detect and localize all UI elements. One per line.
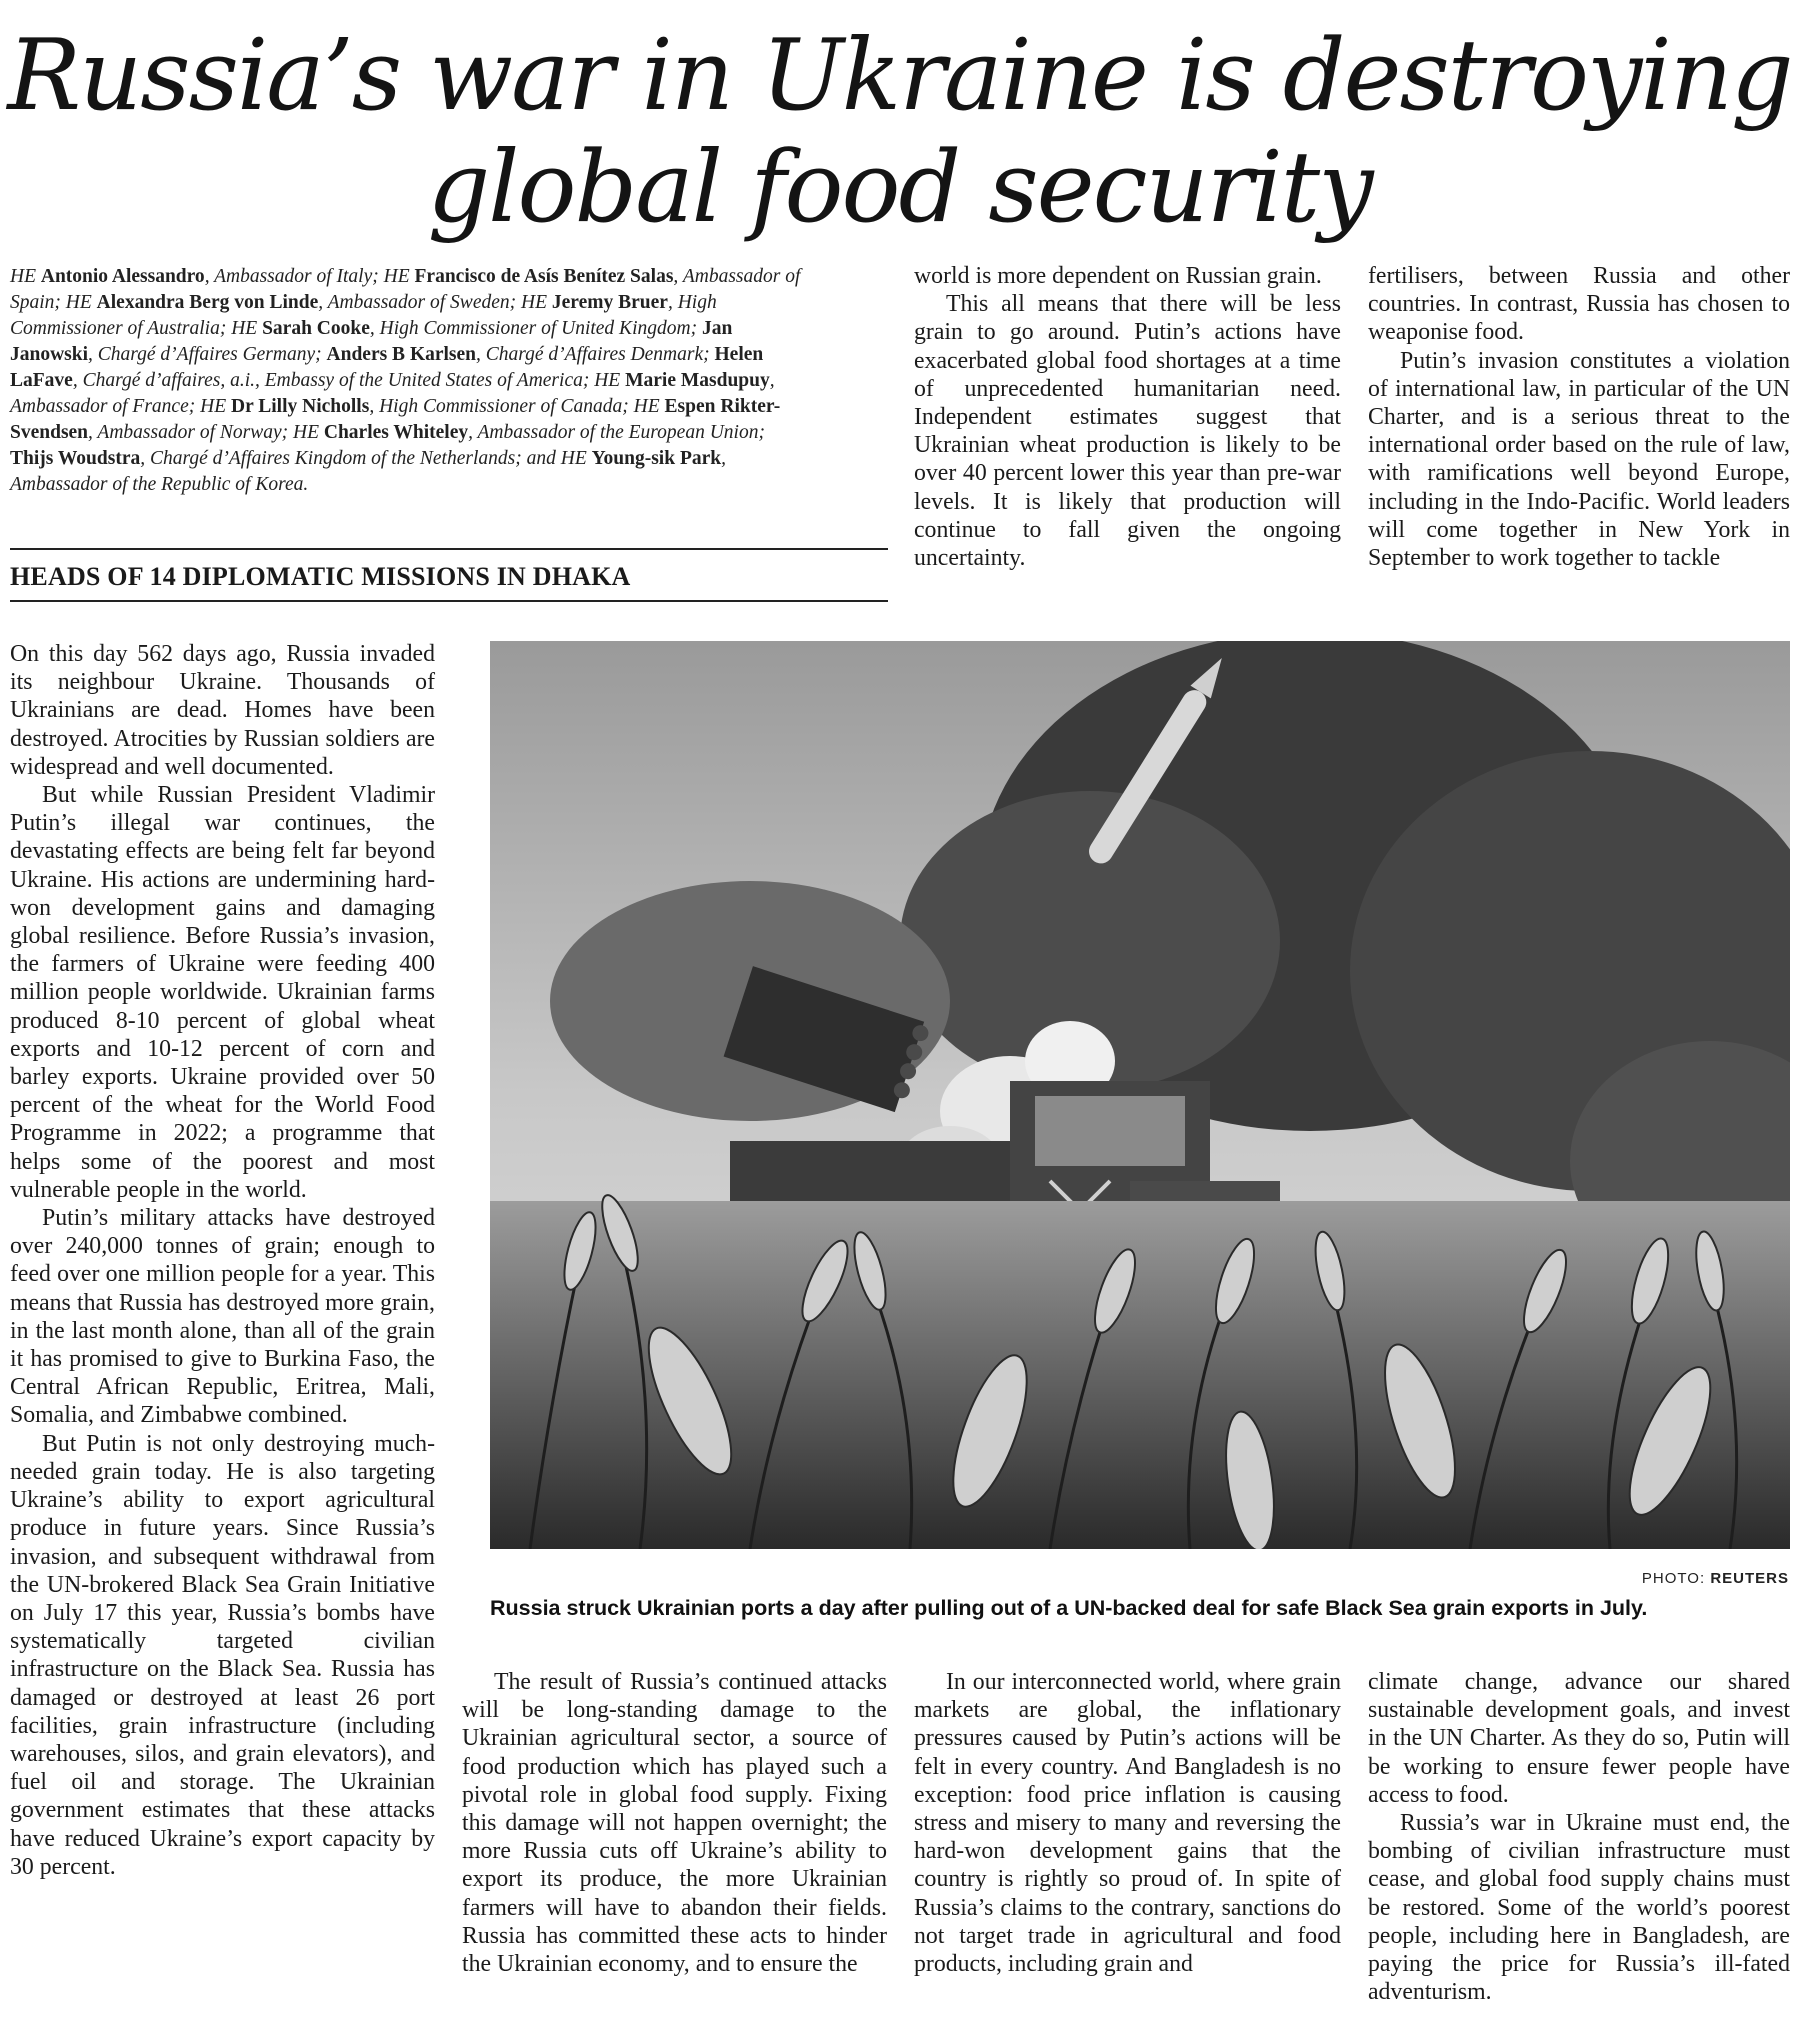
byline-name: Jan Janowski	[10, 318, 733, 365]
headline-line-2: global food security	[427, 131, 1372, 245]
byline-prefix: HE	[633, 396, 665, 417]
kicker-bottom-rule	[10, 600, 888, 602]
byline-name: Young-sik Park	[591, 448, 722, 469]
byline-role: , High Commissioner of United Kingdom;	[369, 318, 702, 339]
byline-role: , Ambassador of Norway;	[88, 422, 293, 443]
kicker-top-rule	[10, 548, 888, 550]
byline-prefix: HE	[560, 448, 592, 469]
paragraph: This all means that there will be less grain to go around. Putin’s actions have exacerbated global food shortages at a time of unprecedented humanitarian need. Independent estimates suggest that Ukrainian wheat production is likely to be over 40 percent lower this year than pre-war levels. It is likely that production will continue to fall given the ongoing uncertainty.	[914, 291, 1341, 572]
article-column-3	[914, 1668, 1341, 1978]
byline-role: , Chargé d’affaires, a.i., Embassy of the United States of America;	[72, 370, 595, 391]
photo-credit	[1642, 1570, 1789, 1587]
byline-name: Jeremy Bruer	[551, 292, 668, 313]
article-column-4-top	[1368, 262, 1790, 572]
article-column-2	[462, 1668, 887, 1978]
byline-prefix: HE	[521, 292, 552, 313]
author-kicker: HEADS OF 14 DIPLOMATIC MISSIONS IN DHAKA	[10, 562, 631, 591]
paragraph: Putin’s military attacks have destroyed over 240,000 tonnes of grain; enough to feed over one million people for a year. This means that Russia has destroyed more grain, in the last month alone, than all of the grain it has promised to give to Burkina Faso, the Central African Republic, Eritrea, Mali, Somalia, and Zimbabwe combined.	[10, 1205, 435, 1429]
news-photo	[490, 641, 1790, 1549]
byline-name: Antonio Alessandro	[40, 266, 205, 287]
byline-prefix: HE	[200, 396, 231, 417]
paragraph: But while Russian President Vladimir Putin’s illegal war continues, the devastating effects are being felt far beyond Ukraine. His actions are undermining hard-won development gains and damaging global resilience. Before Russia’s invasion, the farmers of Ukraine were feeding 400 million people worldwide. Ukrainian farms produced 8-10 percent of global wheat exports and 10-12 percent of corn and barley exports. Ukraine provided over 50 percent of the wheat for the World Food Programme in 2022; a programme that helps some of the poorest and most vulnerable people in the world.	[10, 782, 435, 1203]
byline-name: Anders B Karlsen	[326, 344, 477, 365]
photo-caption: Russia struck Ukrainian ports a day after pulling out of a UN-backed deal for safe Black Sea grain exports in July.	[490, 1596, 1648, 1620]
byline-name: Francisco de Asís Benítez Salas	[414, 266, 674, 287]
byline-role: , High Commissioner of Australia;	[10, 292, 717, 339]
byline-role: , Ambassador of the European Union;	[468, 422, 765, 443]
byline-name: Charles Whiteley	[323, 422, 469, 443]
paragraph: Putin’s invasion constitutes a violation of international law, in particular of the UN Charter, and is a serious threat to the international order based on the rule of law, with ramifications well beyond Europe, including in the Indo-Pacific. World leaders will come together in New York in September to work together to tackle	[1368, 347, 1790, 572]
byline-name: Sarah Cooke	[262, 318, 370, 339]
byline-role: , Ambassador of France;	[10, 370, 775, 417]
byline	[10, 264, 810, 498]
byline-role: , Chargé d’Affaires Kingdom of the Netherlands; and	[140, 448, 561, 469]
photo-credit-prefix: PHOTO:	[1641, 1570, 1711, 1587]
paragraph: fertilisers, between Russia and other countries. In contrast, Russia has chosen to weaponise food.	[1368, 263, 1790, 346]
byline-role: , Chargé d’Affaires Denmark;	[476, 344, 715, 365]
paragraph: climate change, advance our shared sustainable development goals, and invest in the UN Charter. As they do so, Putin will be working to ensure fewer people have access to food.	[1368, 1669, 1790, 1808]
byline-name: Marie Masdupuy	[625, 370, 770, 391]
byline-prefix: HE	[383, 266, 415, 287]
paragraph: Russia’s war in Ukraine must end, the bombing of civilian infrastructure must cease, and global food supply chains must be restored. Some of the world’s poorest people, including here in Bangladesh, are paying the price for Russia’s ill-fated adventurism.	[1368, 1810, 1790, 2006]
byline-name: Helen LaFave	[10, 344, 764, 391]
byline-prefix: HE	[292, 422, 324, 443]
byline-role: , Ambassador of Spain;	[10, 266, 801, 313]
byline-role: , Ambassador of Sweden;	[318, 292, 521, 313]
byline-role: , Chargé d’Affaires Germany;	[88, 344, 327, 365]
article-column-1	[10, 640, 435, 1881]
byline-prefix: HE	[594, 370, 626, 391]
paragraph: On this day 562 days ago, Russia invaded its neighbour Ukraine. Thousands of Ukrainians are dead. Homes have been destroyed. Atrocities by Russian soldiers are widespread and well documented.	[10, 641, 435, 780]
paragraph: The result of Russia’s continued attacks will be long-standing damage to the Ukrainian agricultural sector, a source of food production which has played such a pivotal role in global food supply. Fixing this damage will not happen overnight; the more Russia cuts off Ukraine’s ability to export its produce, the more Ukrainian farmers will have to abandon their fields. Russia has committed these acts to hinder the Ukrainian economy, and to ensure the	[462, 1669, 887, 1978]
headline	[0, 20, 1799, 244]
byline-name: Dr Lilly Nicholls	[230, 396, 370, 417]
byline-role: , High Commissioner of Canada;	[369, 396, 634, 417]
paragraph: In our interconnected world, where grain markets are global, the inflationary pressures caused by Putin’s actions will be felt in every country. And Bangladesh is no exception: food price inflation is causing stress and misery to many and reversing the hard-won development gains that the country is rightly so proud of. In spite of Russia’s claims to the contrary, sanctions do not target trade in agricultural and food products, including grain and	[914, 1669, 1341, 1978]
byline-name: Espen Rikter-Svendsen	[10, 396, 781, 443]
headline-line-1: Russia’s war in Ukraine is destroying	[7, 19, 1792, 133]
article-column-4	[1368, 1668, 1790, 2006]
byline-role: , Ambassador of Italy;	[204, 266, 384, 287]
byline-name: Alexandra Berg von Linde	[96, 292, 319, 313]
paragraph: But Putin is not only destroying much-needed grain today. He is also targeting Ukraine’s ability to export agricultural produce in future years. Since Russia’s invasion, and subsequent withdrawal from the UN-brokered Black Sea Grain Initiative on July 17 this year, Russia’s bombs have systematically targeted civilian infrastructure on the Black Sea. Russia has damaged or destroyed at least 26 port facilities, grain infrastructure (including warehouses, silos, and grain elevators), and fuel oil and storage. The Ukrainian government estimates that these attacks have reduced Ukraine’s export capacity by 30 percent.	[10, 1430, 435, 1880]
byline-name: Thijs Woudstra	[10, 448, 141, 469]
byline-prefix: HE	[65, 292, 97, 313]
paragraph: world is more dependent on Russian grain.	[914, 263, 1322, 289]
photo-credit-source: REUTERS	[1710, 1570, 1789, 1587]
article-column-3-top	[914, 262, 1341, 572]
byline-prefix: HE	[231, 318, 263, 339]
byline-role: , Ambassador of the Republic of Korea.	[10, 448, 726, 495]
photo-rocket-launcher-wheat-field	[490, 641, 1790, 1549]
byline-prefix: HE	[10, 266, 41, 287]
